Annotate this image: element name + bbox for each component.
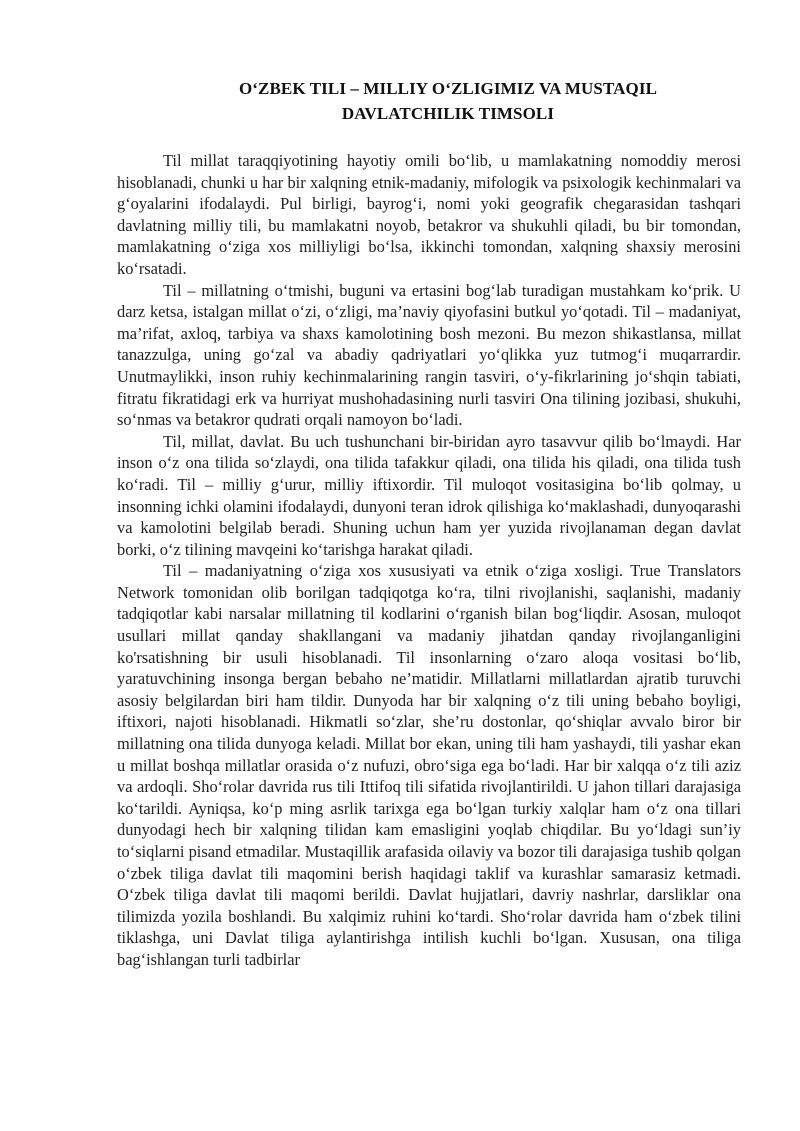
document-page <box>117 76 741 971</box>
document-title <box>155 76 741 126</box>
paragraph-4: Til – madaniyatning o‘ziga xos xususiyati va etnik o‘ziga xosligi. True Translators Network tomonidan olib borilgan tadqiqotga ko‘ra, tilni rivojlanishi, saqlanishi, madaniy tadqiqotlar kabi narsalar millatning til kodlarini o‘rganish bilan bog‘liqdir. Asosan, muloqot usullari millat qanday shakllangani va madaniy jihatdan qanday rivojlanganligini ko'rsatishning bir usuli hisoblanadi. Til insonlarning o‘zaro aloqa vositasi bo‘lib, yaratuvchining insonga bergan bebaho ne’matidir. Millatlarni millatlardan ajratib turuvchi asosiy belgilardan biri ham tildir. Dunyoda har bir xalqning o‘z tili uning bebaho boyligi, iftixori, najoti hisoblanadi. Hikmatli so‘zlar, she’ru dostonlar, qo‘shiqlar avvalo biror bir millatning ona tilida dunyoga keladi. Millat bor ekan, uning tili ham yashaydi, tili yashar ekan u millat boshqa millatlar orasida o‘z nufuzi, obro‘siga ega bo‘ladi. Har bir xalqqa o‘z tili aziz va ardoqli. Sho‘rolar davrida rus tili Ittifoq tili sifatida rivojlantirildi. U jahon tillari darajasiga ko‘tarildi. Ayniqsa, ko‘p ming asrlik tarixga ega bo‘lgan turkiy xalqlar ham o‘z ona tillari dunyodagi hech bir xalqning tilidan kam emasligini yoqlab chiqdilar. Bu yo‘ldagi sun’iy to‘siqlarni pisand etmadilar. Mustaqillik arafasida oilaviy va bozor tili darajasiga tushib qolgan o‘zbek tiliga davlat tili maqomini berish haqidagi taklif va kurashlar samarasiz ketmadi. O‘zbek tiliga davlat tili maqomi berildi. Davlat hujjatlari, davriy nashrlar, darsliklar ona tilimizda yozila boshlandi. Bu xalqimiz ruhini ko‘tardi. Sho‘rolar davrida ham o‘zbek tilini tiklashga, uni Davlat tiliga aylantirishga intilish kuchli bo‘lgan. Xususan, ona tiliga bag‘ishlangan turli tadbirlar <box>117 561 741 969</box>
title-line-1: O‘ZBEK TILI – MILLIY O‘ZLIGIMIZ VA MUSTAQIL <box>238 79 658 98</box>
title-line-2: DAVLATCHILIK TIMSOLI <box>341 104 555 123</box>
paragraph-3: Til, millat, davlat. Bu uch tushunchani bir-biridan ayro tasavvur qilib bo‘lmaydi. Har inson o‘z ona tilida so‘zlaydi, ona tilida tafakkur qiladi, ona tilida his qiladi, ona tilida tush ko‘radi. Til – milliy g‘urur, milliy iftixordir. Til muloqot vositasigina bo‘lib qolmay, u insonning ichki olamini ifodalaydi, dunyoni teran idrok qilishiga ko‘maklashadi, dunyoqarashi va kamolotini belgilab beradi. Shuning uchun ham yer yuzida rivojlanaman degan davlat borki, o‘z tilining mavqeini ko‘tarishga harakat qiladi. <box>117 431 741 559</box>
paragraph-2: Til – millatning o‘tmishi, buguni va ertasini bog‘lab turadigan mustahkam ko‘prik. U darz ketsa, istalgan millat o‘zi, o‘zligi, ma’naviy qiyofasini butkul yo‘qotadi. Til – madaniyat, ma’rifat, axloq, tarbiya va shaxs kamolotining bosh mezoni. Bu mezon shikastlansa, millat tanazzulga, uning go‘zal va abadiy qadriyatlari yo‘qlikka yuz tutmog‘i muqarrardir. Unutmaylikki, inson ruhiy kechinmalarining rangin tasviri, o‘y-fikrlarining jo‘shqin tabiati, fitratu fikratidagi erk va hurriyat mushohadasining nurli tasviri Ona tilining jozibasi, shukuhi, so‘nmas va betakror qudrati orqali namoyon bo‘ladi. <box>117 280 741 430</box>
paragraph-1: Til millat taraqqiyotining hayotiy omili bo‘lib, u mamlakatning nomoddiy merosi hisoblanadi, chunki u har bir xalqning etnik-madaniy, mifologik va psixologik kechinmalari va g‘oyalarini ifodalaydi. Pul birligi, bayrog‘i, nomi yoki geografik chegarasidan tashqari davlatning milliy tili, bu mamlakatni noyob, betakror va shukuhli qiladi, bu bir tomondan, mamlakatning o‘ziga xos milliyligi bo‘lsa, ikkinchi tomondan, xalqning shaxsiy merosini ko‘rsatadi. <box>117 151 741 278</box>
